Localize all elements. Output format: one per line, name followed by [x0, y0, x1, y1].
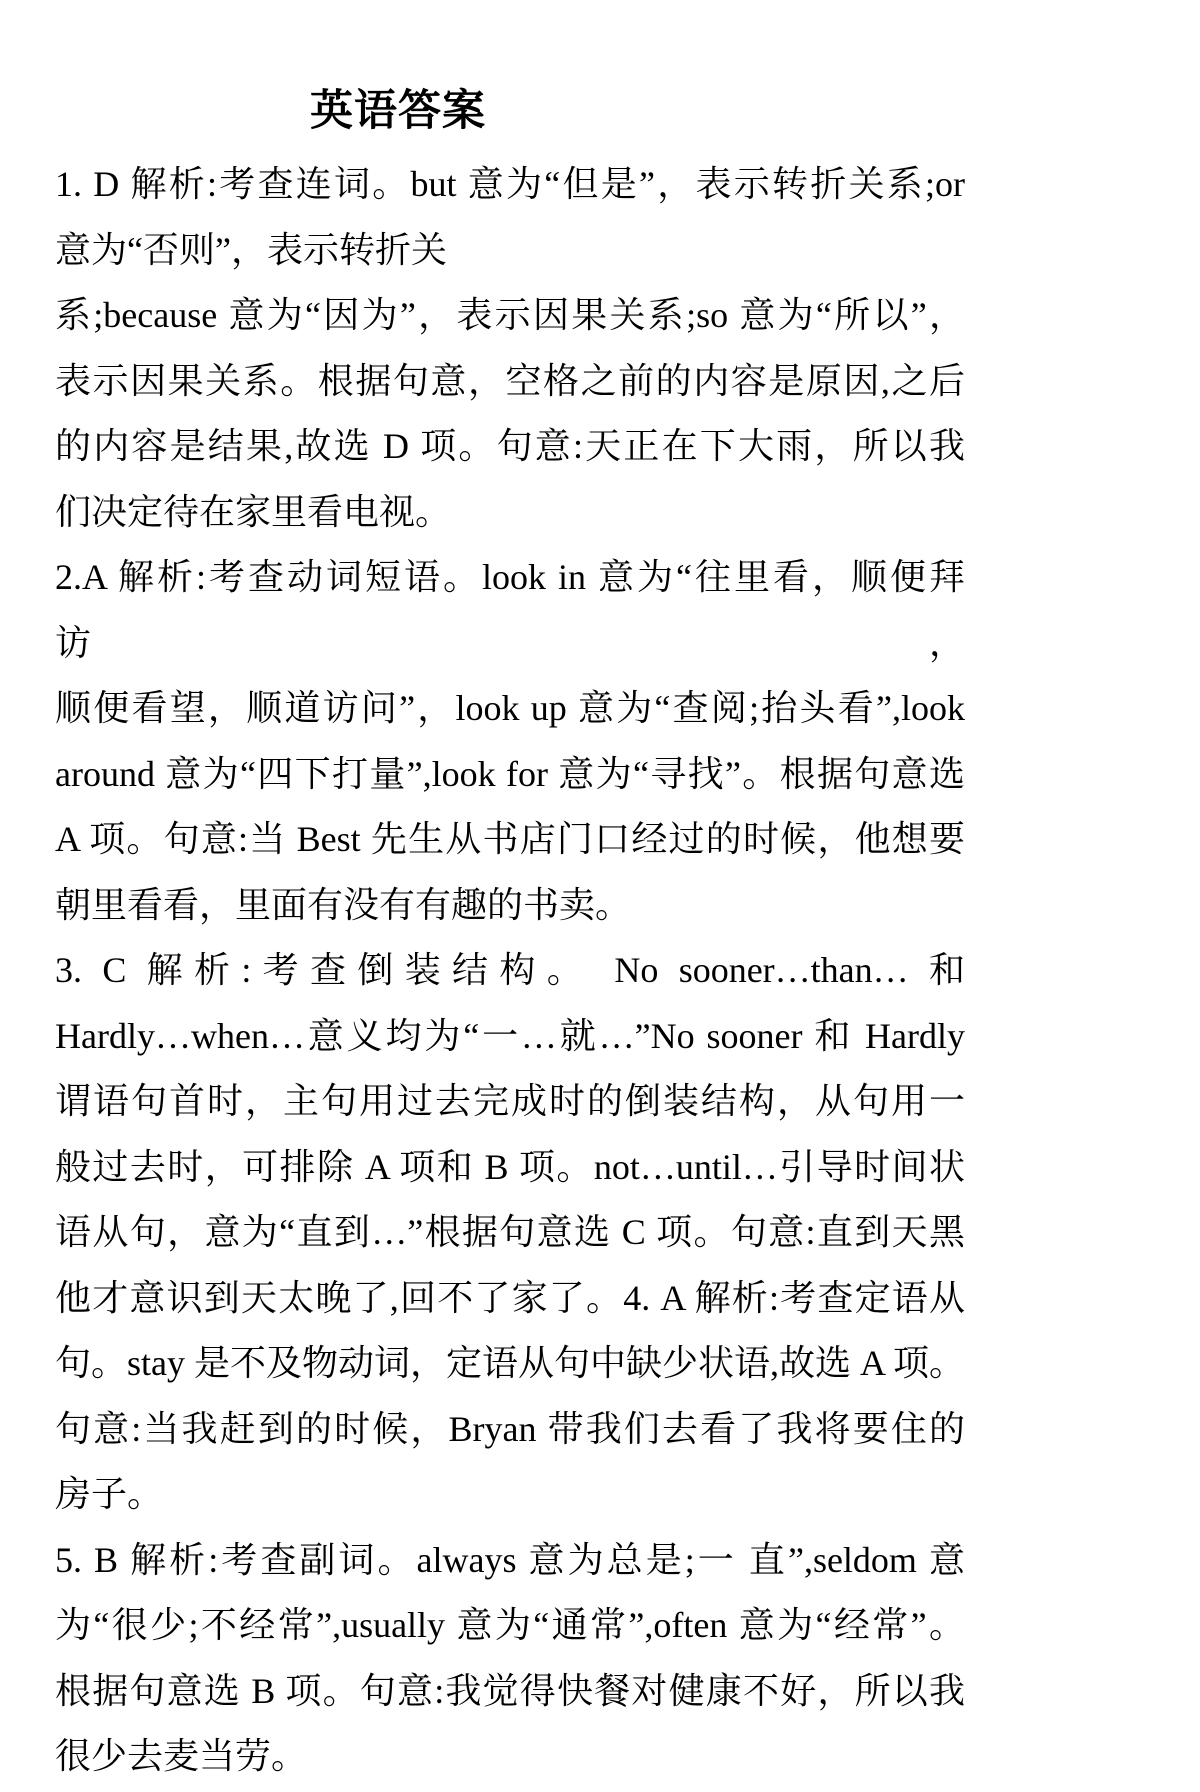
text-line: 句意:当我赶到的时候，Bryan 带我们去看了我将要住的 [55, 1408, 965, 1449]
text-line: Hardly…when…意义均为“一…就…”No sooner 和 Hardly [55, 1015, 965, 1056]
text-line: 房子。 [55, 1474, 164, 1514]
text-line: 很少去麦当劳。 [55, 1736, 308, 1776]
text-line: 2.A 解析:考查动词短语。look in 意为“往里看，顺便拜访， [55, 557, 965, 663]
text-line: around 意为“四下打量”,look for 意为“寻找”。根据句意选 [55, 753, 965, 794]
text-line: 5. B 解析:考查副词。always 意为总是;一 直”,seldom 意 [55, 1539, 965, 1580]
text-line: 3. C 解析:考查倒装结构。 No sooner…than… 和 [55, 950, 965, 990]
text-line: 语从句，意为“直到…”根据句意选 C 项。句意:直到天黑 [55, 1212, 965, 1252]
answer-body [55, 152, 965, 1790]
text-line: 根据句意选 B 项。句意:我觉得快餐对健康不好，所以我 [55, 1670, 965, 1711]
text-line: 般过去时，可排除 A 项和 B 项。not…until…引导时间状 [55, 1146, 965, 1187]
text-line: 顺便看望，顺道访问”，look up 意为“查阅;抬头看”,look [55, 688, 965, 728]
text-line: 为“很少;不经常”,usually 意为“通常”,often 意为“经常”。 [55, 1605, 965, 1645]
text-line: 谓语句首时，主句用过去完成时的倒装结构，从句用一 [55, 1081, 965, 1121]
text-line: 朝里看看，里面有没有有趣的书卖。 [55, 884, 632, 925]
text-line: 的内容是结果,故选 D 项。句意:天正在下大雨，所以我 [55, 426, 965, 466]
text-line: 他才意识到天太晚了,回不了家了。4. A 解析:考查定语从 [55, 1277, 965, 1318]
text-line: 句。stay 是不及物动词，定语从句中缺少状语,故选 A 项。 [55, 1343, 966, 1383]
text-line: 系;because 意为“因为”，表示因果关系;so 意为“所以”， [55, 295, 965, 335]
page-title: 英语答案 [310, 88, 486, 135]
text-line: A 项。句意:当 Best 先生从书店门口经过的时候，他想要 [55, 819, 965, 859]
text-line: 们决定待在家里看电视。 [55, 491, 452, 532]
text-line: 表示因果关系。根据句意，空格之前的内容是原因,之后 [55, 360, 965, 401]
text-line: 意为“否则”，表示转折关 [55, 229, 447, 270]
text-line: 1. D 解析:考查连词。but 意为“但是”，表示转折关系;or [55, 164, 965, 204]
